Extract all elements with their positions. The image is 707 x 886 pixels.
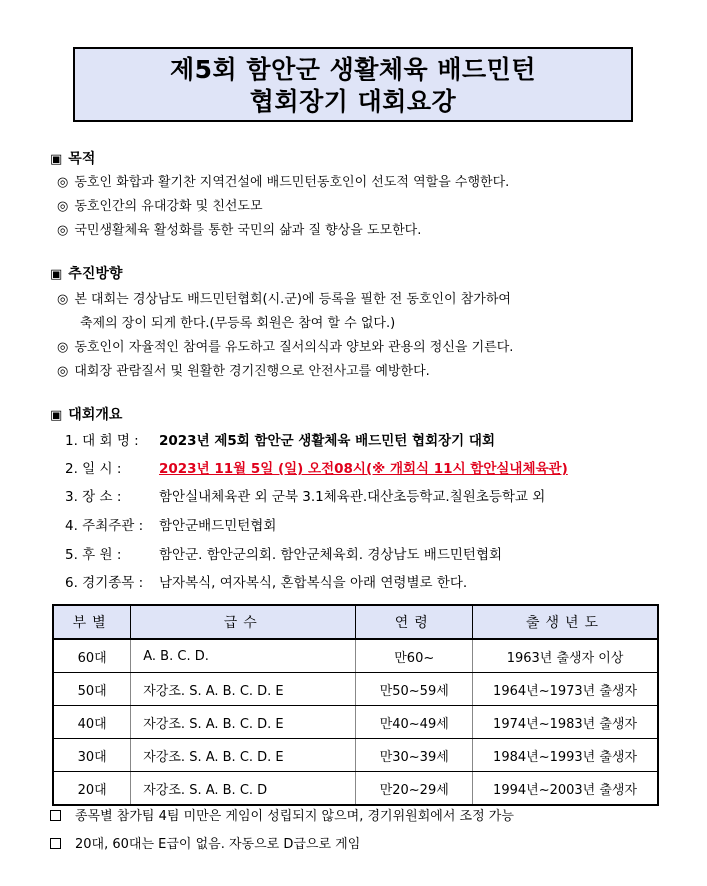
table-row: 40대 자강조. S. A. B. C. D. E 만40~49세 1974년~1983년 출생자 bbox=[53, 706, 658, 739]
table-row: 30대 자강조. S. A. B. C. D. E 만30~39세 1984년~1993년 출생자 bbox=[53, 739, 658, 772]
document-title bbox=[73, 47, 633, 122]
circle-bullet-icon: ◎ bbox=[57, 223, 69, 238]
title-line-1: 제5회 함안군 생활체육 배드민턴 bbox=[170, 55, 536, 84]
checkbox-bullet-icon bbox=[50, 810, 61, 821]
header-age: 연령 bbox=[356, 605, 473, 639]
section-direction: ▣ 추진방향 bbox=[50, 266, 123, 282]
table-row: 50대 자강조. S. A. B. C. D. E 만50~59세 1964년~1973년 출생자 bbox=[53, 673, 658, 706]
direction-item-continuation: 축제의 장이 되게 한다.(무등록 회원은 참여 할 수 없다.) bbox=[80, 316, 396, 331]
checkbox-bullet-icon bbox=[50, 838, 61, 849]
header-grade: 급수 bbox=[131, 605, 356, 639]
header-division: 부별 bbox=[53, 605, 131, 639]
overview-row-venue: 3. 장 소 : 함안실내체육관 외 군북 3.1체육관.대산초등학교.칠원초등학교 외 bbox=[65, 489, 546, 505]
direction-item: ◎ 동호인이 자율적인 참여를 유도하고 질서의식과 양보와 관용의 정신을 기른다. bbox=[57, 340, 514, 355]
overview-row-organizer: 4. 주최주관 : 함안군배드민턴협회 bbox=[65, 518, 277, 534]
table-row: 60대 A. B. C. D. 만60~ 1963년 출생자 이상 bbox=[53, 639, 658, 673]
note-item: 종목별 참가팀 4팀 미만은 게임이 성립되지 않으며, 경기위원회에서 조정 가능 bbox=[50, 805, 514, 824]
title-line-2: 협회장기 대회요강 bbox=[249, 87, 457, 116]
circle-bullet-icon: ◎ bbox=[57, 199, 69, 214]
circle-bullet-icon: ◎ bbox=[57, 364, 69, 379]
header-birth-year: 출생년도 bbox=[473, 605, 658, 639]
square-bullet-icon: ▣ bbox=[50, 152, 63, 167]
purpose-item: ◎ 국민생활체육 활성화를 통한 국민의 삶과 질 향상을 도모한다. bbox=[57, 223, 422, 238]
direction-item: ◎ 대회장 관람질서 및 원활한 경기진행으로 안전사고를 예방한다. bbox=[57, 364, 430, 379]
overview-row-sponsor: 5. 후 원 : 함안군. 함안군의회. 함안군체육회. 경상남도 배드민턴협회 bbox=[65, 547, 503, 563]
section-overview: ▣ 대회개요 bbox=[50, 407, 123, 423]
overview-row-events: 6. 경기종목 : 남자복식, 여자복식, 혼합복식을 아래 연령별로 한다. bbox=[65, 575, 468, 591]
age-division-table bbox=[52, 604, 659, 806]
table-row: 20대 자강조. S. A. B. C. D 만20~29세 1994년~2003년 출생자 bbox=[53, 772, 658, 806]
square-bullet-icon: ▣ bbox=[50, 267, 63, 282]
circle-bullet-icon: ◎ bbox=[57, 292, 69, 307]
section-purpose: ▣ 목적 bbox=[50, 151, 96, 167]
overview-row-date: 2. 일 시 : 2023년 11월 5일 (일) 오전08시(※ 개회식 11시 함안실내체육관) bbox=[65, 461, 568, 477]
purpose-item: ◎ 동호인 화합과 활기찬 지역건설에 배드민턴동호인이 선도적 역할을 수행한다. bbox=[57, 175, 510, 190]
circle-bullet-icon: ◎ bbox=[57, 340, 69, 355]
table-header-row bbox=[53, 605, 658, 639]
purpose-item: ◎ 동호인간의 유대강화 및 친선도모 bbox=[57, 199, 263, 214]
overview-row-event-name: 1. 대 회 명 : 2023년 제5회 함안군 생활체육 배드민턴 협회장기 대회 bbox=[65, 433, 495, 449]
square-bullet-icon: ▣ bbox=[50, 408, 63, 423]
direction-item: ◎ 본 대회는 경상남도 배드민턴협회(시.군)에 등록을 필한 전 동호인이 참가하여 bbox=[57, 292, 511, 307]
note-item: 20대, 60대는 E급이 없음. 자동으로 D급으로 게임 bbox=[50, 833, 360, 852]
circle-bullet-icon: ◎ bbox=[57, 175, 69, 190]
